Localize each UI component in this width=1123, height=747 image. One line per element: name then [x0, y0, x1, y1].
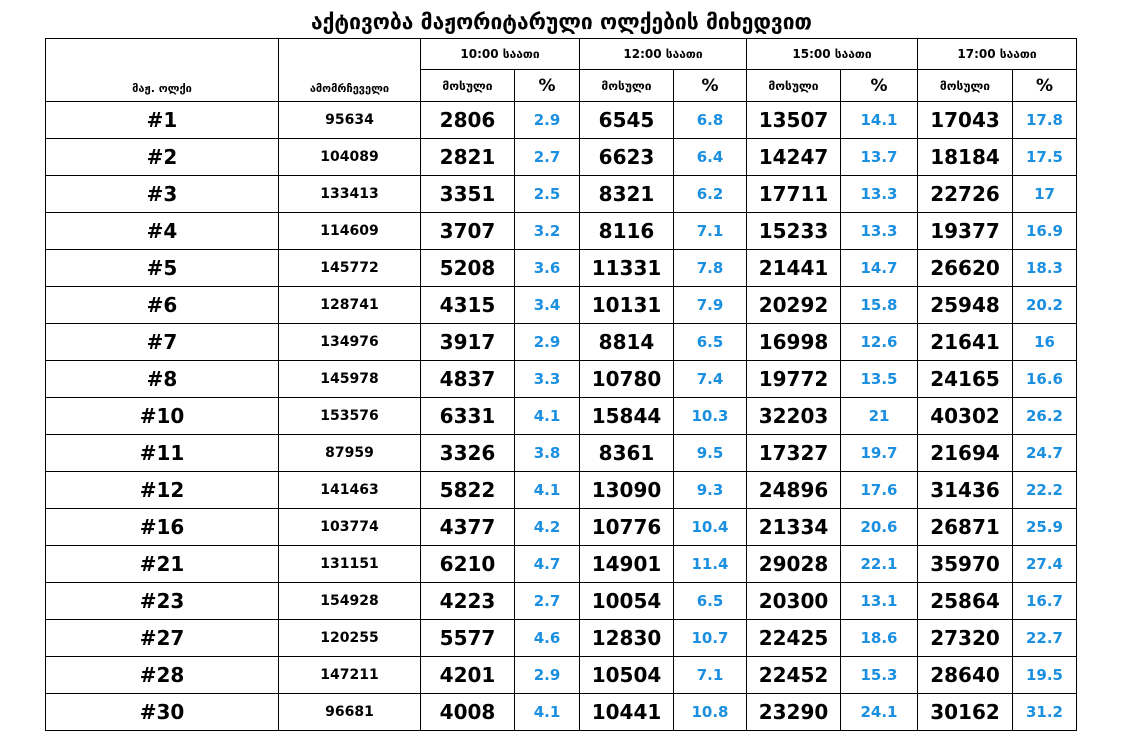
- arrived-10-cell: 4201: [421, 657, 515, 694]
- percent-header: %: [841, 70, 918, 102]
- percent-17-cell: 16.9: [1013, 213, 1077, 250]
- district-cell: #6: [46, 287, 279, 324]
- percent-15-cell: 22.1: [841, 546, 918, 583]
- percent-10-cell: 3.8: [515, 435, 580, 472]
- arrived-15-cell: 21334: [747, 509, 841, 546]
- table-row: [46, 139, 1077, 176]
- arrived-17-cell: 31436: [918, 472, 1013, 509]
- arrived-17-cell: 25948: [918, 287, 1013, 324]
- table-row: [46, 398, 1077, 435]
- percent-17-cell: 20.2: [1013, 287, 1077, 324]
- district-cell: #16: [46, 509, 279, 546]
- percent-15-cell: 17.6: [841, 472, 918, 509]
- arrived-12-cell: 11331: [580, 250, 674, 287]
- arrived-15-cell: 17711: [747, 176, 841, 213]
- arrived-10-cell: 6331: [421, 398, 515, 435]
- arrived-10-cell: 5822: [421, 472, 515, 509]
- arrived-12-cell: 14901: [580, 546, 674, 583]
- percent-10-cell: 2.9: [515, 102, 580, 139]
- arrived-17-cell: 30162: [918, 694, 1013, 731]
- arrived-15-cell: 29028: [747, 546, 841, 583]
- arrived-12-cell: 6545: [580, 102, 674, 139]
- percent-17-cell: 17.5: [1013, 139, 1077, 176]
- arrived-17-cell: 27320: [918, 620, 1013, 657]
- voters-cell: 145772: [279, 250, 421, 287]
- arrived-10-cell: 2821: [421, 139, 515, 176]
- arrived-17-cell: 19377: [918, 213, 1013, 250]
- percent-10-cell: 4.1: [515, 398, 580, 435]
- percent-12-cell: 6.5: [674, 583, 747, 620]
- percent-15-cell: 14.7: [841, 250, 918, 287]
- voters-cell: 141463: [279, 472, 421, 509]
- arrived-12-cell: 10054: [580, 583, 674, 620]
- district-cell: #30: [46, 694, 279, 731]
- percent-10-cell: 2.5: [515, 176, 580, 213]
- arrived-10-cell: 2806: [421, 102, 515, 139]
- arrived-15-cell: 13507: [747, 102, 841, 139]
- percent-15-cell: 13.3: [841, 176, 918, 213]
- arrived-12-cell: 13090: [580, 472, 674, 509]
- percent-10-cell: 4.2: [515, 509, 580, 546]
- arrived-10-cell: 4837: [421, 361, 515, 398]
- district-cell: #2: [46, 139, 279, 176]
- voters-cell: 120255: [279, 620, 421, 657]
- time-header: 17:00 საათი: [918, 39, 1077, 70]
- arrived-15-cell: 24896: [747, 472, 841, 509]
- arrived-12-cell: 8814: [580, 324, 674, 361]
- percent-17-cell: 31.2: [1013, 694, 1077, 731]
- voters-cell: 114609: [279, 213, 421, 250]
- percent-17-cell: 25.9: [1013, 509, 1077, 546]
- arrived-15-cell: 19772: [747, 361, 841, 398]
- percent-17-cell: 27.4: [1013, 546, 1077, 583]
- percent-15-cell: 18.6: [841, 620, 918, 657]
- arrived-12-cell: 8116: [580, 213, 674, 250]
- percent-12-cell: 6.2: [674, 176, 747, 213]
- percent-15-cell: 20.6: [841, 509, 918, 546]
- percent-header: %: [674, 70, 747, 102]
- voters-cell: 145978: [279, 361, 421, 398]
- percent-header: %: [1013, 70, 1077, 102]
- table-row: [46, 472, 1077, 509]
- percent-10-cell: 4.1: [515, 694, 580, 731]
- arrived-10-cell: 3707: [421, 213, 515, 250]
- arrived-12-cell: 10131: [580, 287, 674, 324]
- turnout-table: [45, 38, 1077, 731]
- arrived-12-cell: 15844: [580, 398, 674, 435]
- arrived-17-cell: 21641: [918, 324, 1013, 361]
- table-row: [46, 694, 1077, 731]
- arrived-10-cell: 5577: [421, 620, 515, 657]
- percent-12-cell: 9.3: [674, 472, 747, 509]
- arrived-15-cell: 15233: [747, 213, 841, 250]
- percent-12-cell: 7.1: [674, 213, 747, 250]
- district-cell: #11: [46, 435, 279, 472]
- percent-15-cell: 15.8: [841, 287, 918, 324]
- table-row: [46, 620, 1077, 657]
- arrived-15-cell: 22425: [747, 620, 841, 657]
- percent-12-cell: 11.4: [674, 546, 747, 583]
- arrived-header: მოსული: [421, 70, 515, 102]
- arrived-15-cell: 20300: [747, 583, 841, 620]
- voters-cell: 87959: [279, 435, 421, 472]
- arrived-15-cell: 32203: [747, 398, 841, 435]
- arrived-17-cell: 26871: [918, 509, 1013, 546]
- arrived-header: მოსული: [580, 70, 674, 102]
- district-cell: #10: [46, 398, 279, 435]
- arrived-17-cell: 26620: [918, 250, 1013, 287]
- percent-10-cell: 2.9: [515, 324, 580, 361]
- voters-cell: 104089: [279, 139, 421, 176]
- percent-15-cell: 13.1: [841, 583, 918, 620]
- arrived-17-cell: 17043: [918, 102, 1013, 139]
- arrived-12-cell: 10504: [580, 657, 674, 694]
- district-cell: #8: [46, 361, 279, 398]
- arrived-10-cell: 6210: [421, 546, 515, 583]
- percent-12-cell: 7.1: [674, 657, 747, 694]
- district-cell: #1: [46, 102, 279, 139]
- percent-12-cell: 7.9: [674, 287, 747, 324]
- district-cell: #3: [46, 176, 279, 213]
- percent-15-cell: 24.1: [841, 694, 918, 731]
- percent-17-cell: 18.3: [1013, 250, 1077, 287]
- voters-cell: 147211: [279, 657, 421, 694]
- voters-cell: 133413: [279, 176, 421, 213]
- percent-17-cell: 16: [1013, 324, 1077, 361]
- percent-17-cell: 19.5: [1013, 657, 1077, 694]
- voters-header: ამომრჩეველი: [279, 39, 421, 102]
- percent-12-cell: 10.3: [674, 398, 747, 435]
- arrived-17-cell: 18184: [918, 139, 1013, 176]
- percent-12-cell: 7.8: [674, 250, 747, 287]
- arrived-17-cell: 40302: [918, 398, 1013, 435]
- table-row: [46, 176, 1077, 213]
- table-row: [46, 250, 1077, 287]
- voters-cell: 103774: [279, 509, 421, 546]
- arrived-header: მოსული: [918, 70, 1013, 102]
- table-row: [46, 361, 1077, 398]
- arrived-17-cell: 35970: [918, 546, 1013, 583]
- voters-cell: 154928: [279, 583, 421, 620]
- percent-12-cell: 10.8: [674, 694, 747, 731]
- arrived-10-cell: 3917: [421, 324, 515, 361]
- table-row: [46, 546, 1077, 583]
- arrived-10-cell: 4008: [421, 694, 515, 731]
- percent-15-cell: 13.7: [841, 139, 918, 176]
- arrived-12-cell: 10776: [580, 509, 674, 546]
- arrived-17-cell: 25864: [918, 583, 1013, 620]
- percent-17-cell: 22.2: [1013, 472, 1077, 509]
- arrived-10-cell: 5208: [421, 250, 515, 287]
- table-row: [46, 657, 1077, 694]
- district-cell: #5: [46, 250, 279, 287]
- percent-17-cell: 16.7: [1013, 583, 1077, 620]
- percent-17-cell: 17.8: [1013, 102, 1077, 139]
- arrived-15-cell: 22452: [747, 657, 841, 694]
- percent-12-cell: 6.4: [674, 139, 747, 176]
- percent-17-cell: 17: [1013, 176, 1077, 213]
- table-row: [46, 583, 1077, 620]
- percent-10-cell: 3.4: [515, 287, 580, 324]
- arrived-12-cell: 6623: [580, 139, 674, 176]
- voters-cell: 95634: [279, 102, 421, 139]
- percent-15-cell: 15.3: [841, 657, 918, 694]
- voters-cell: 96681: [279, 694, 421, 731]
- arrived-12-cell: 8361: [580, 435, 674, 472]
- percent-header: %: [515, 70, 580, 102]
- arrived-10-cell: 4223: [421, 583, 515, 620]
- district-cell: #23: [46, 583, 279, 620]
- percent-12-cell: 7.4: [674, 361, 747, 398]
- header-row-times: [46, 39, 1077, 70]
- percent-15-cell: 13.3: [841, 213, 918, 250]
- voters-cell: 128741: [279, 287, 421, 324]
- arrived-12-cell: 10441: [580, 694, 674, 731]
- percent-15-cell: 12.6: [841, 324, 918, 361]
- percent-10-cell: 2.7: [515, 139, 580, 176]
- arrived-17-cell: 28640: [918, 657, 1013, 694]
- district-cell: #28: [46, 657, 279, 694]
- percent-10-cell: 2.9: [515, 657, 580, 694]
- percent-15-cell: 19.7: [841, 435, 918, 472]
- table-row: [46, 324, 1077, 361]
- arrived-15-cell: 23290: [747, 694, 841, 731]
- arrived-15-cell: 21441: [747, 250, 841, 287]
- table-row: [46, 435, 1077, 472]
- arrived-15-cell: 16998: [747, 324, 841, 361]
- arrived-header: მოსული: [747, 70, 841, 102]
- arrived-12-cell: 12830: [580, 620, 674, 657]
- arrived-15-cell: 14247: [747, 139, 841, 176]
- percent-10-cell: 3.3: [515, 361, 580, 398]
- arrived-12-cell: 10780: [580, 361, 674, 398]
- time-header: 12:00 საათი: [580, 39, 747, 70]
- arrived-15-cell: 20292: [747, 287, 841, 324]
- page-title: აქტივობა მაჟორიტარული ოლქების მიხედვით: [311, 10, 812, 34]
- voters-cell: 131151: [279, 546, 421, 583]
- percent-17-cell: 24.7: [1013, 435, 1077, 472]
- district-cell: #7: [46, 324, 279, 361]
- arrived-17-cell: 24165: [918, 361, 1013, 398]
- district-cell: #4: [46, 213, 279, 250]
- arrived-10-cell: 4315: [421, 287, 515, 324]
- percent-15-cell: 21: [841, 398, 918, 435]
- percent-12-cell: 9.5: [674, 435, 747, 472]
- percent-12-cell: 10.7: [674, 620, 747, 657]
- arrived-10-cell: 3351: [421, 176, 515, 213]
- table-row: [46, 509, 1077, 546]
- district-cell: #12: [46, 472, 279, 509]
- district-header: მაჟ. ოლქი: [46, 39, 279, 102]
- arrived-10-cell: 4377: [421, 509, 515, 546]
- voters-cell: 134976: [279, 324, 421, 361]
- percent-17-cell: 16.6: [1013, 361, 1077, 398]
- percent-12-cell: 10.4: [674, 509, 747, 546]
- time-header: 15:00 საათი: [747, 39, 918, 70]
- percent-10-cell: 3.6: [515, 250, 580, 287]
- table-row: [46, 102, 1077, 139]
- voters-cell: 153576: [279, 398, 421, 435]
- arrived-12-cell: 8321: [580, 176, 674, 213]
- table-row: [46, 287, 1077, 324]
- percent-10-cell: 4.7: [515, 546, 580, 583]
- district-cell: #21: [46, 546, 279, 583]
- percent-10-cell: 4.6: [515, 620, 580, 657]
- percent-17-cell: 26.2: [1013, 398, 1077, 435]
- table-row: [46, 213, 1077, 250]
- percent-12-cell: 6.5: [674, 324, 747, 361]
- arrived-17-cell: 22726: [918, 176, 1013, 213]
- time-header: 10:00 საათი: [421, 39, 580, 70]
- table-body: [46, 102, 1077, 731]
- arrived-17-cell: 21694: [918, 435, 1013, 472]
- percent-12-cell: 6.8: [674, 102, 747, 139]
- arrived-10-cell: 3326: [421, 435, 515, 472]
- district-cell: #27: [46, 620, 279, 657]
- percent-17-cell: 22.7: [1013, 620, 1077, 657]
- percent-15-cell: 13.5: [841, 361, 918, 398]
- percent-15-cell: 14.1: [841, 102, 918, 139]
- percent-10-cell: 3.2: [515, 213, 580, 250]
- percent-10-cell: 4.1: [515, 472, 580, 509]
- arrived-15-cell: 17327: [747, 435, 841, 472]
- percent-10-cell: 2.7: [515, 583, 580, 620]
